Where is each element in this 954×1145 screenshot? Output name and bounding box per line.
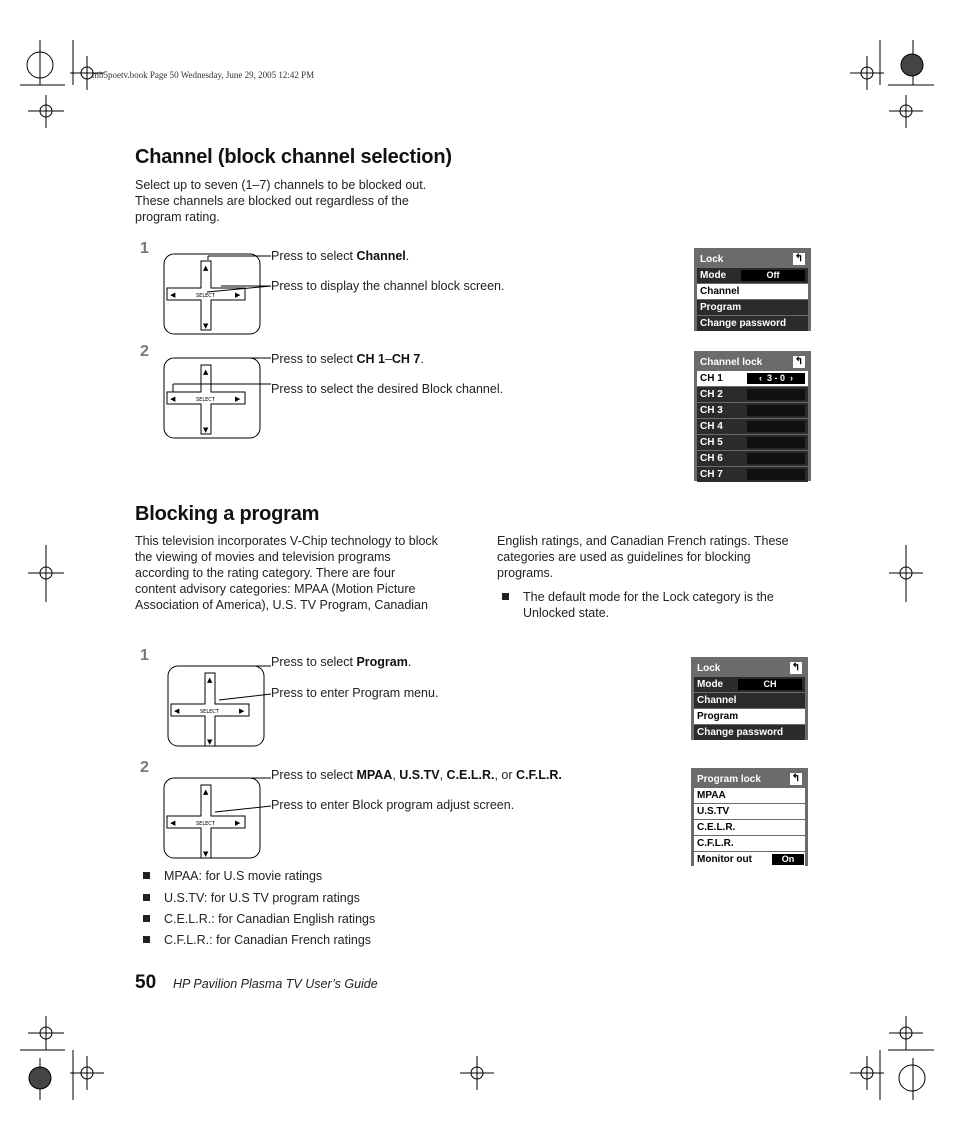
left-arrow-icon: ◀: [170, 291, 176, 299]
bullet-square-icon: [143, 872, 150, 879]
menu-title: Lock ↰: [697, 252, 808, 267]
left-arrow-icon: ◀: [170, 395, 176, 403]
menu-title: Lock ↰: [694, 661, 805, 676]
menu-item-mode[interactable]: Mode CH: [694, 677, 805, 692]
menu-item-ch4[interactable]: CH 4: [697, 419, 808, 434]
mode-value: Off: [741, 270, 805, 281]
menu-title: Channel lock ↰: [697, 355, 808, 370]
select-button-label: SELECT: [196, 821, 215, 827]
menu-item-ch7[interactable]: CH 7: [697, 467, 808, 482]
left-arrow-icon: ◀: [170, 819, 176, 827]
instruction-line: Press to enter Program menu.: [271, 686, 439, 700]
menu-item-ch2[interactable]: CH 2: [697, 387, 808, 402]
instruction-line: Press to enter Block program adjust screen.: [271, 798, 515, 812]
rating-bullet: U.S.TV: for U.S TV program ratings: [143, 890, 360, 906]
step-number: 1: [140, 647, 149, 664]
ch-value-box: [747, 453, 805, 464]
instruction-line: Press to select the desired Block channel.: [271, 382, 504, 396]
right-arrow-icon: ▶: [235, 395, 241, 403]
return-icon: ↰: [791, 773, 801, 784]
intro-line: program rating.: [135, 210, 220, 224]
menu-item-celr[interactable]: C.E.L.R.: [694, 820, 805, 835]
up-arrow-icon: ▲: [203, 368, 209, 376]
bullet-square-icon: [143, 894, 150, 901]
osd-channel-lock-menu: [694, 351, 811, 481]
para-line: categories are used as guidelines for blocking: [497, 550, 751, 564]
rating-bullet: MPAA: for U.S movie ratings: [143, 868, 322, 884]
menu-item-ch1[interactable]: CH 1 ‹ 3 - 0 ›: [697, 371, 808, 386]
footer-title: HP Pavilion Plasma TV User’s Guide: [173, 977, 378, 991]
step-number: 2: [140, 759, 149, 776]
section2-col2: [497, 533, 789, 581]
bullet-square-icon: [143, 936, 150, 943]
menu-item-channel[interactable]: Channel: [697, 284, 808, 299]
para-line: the viewing of movies and television programs: [135, 550, 391, 564]
osd-program-lock-menu: [691, 768, 808, 866]
ch-value-box: [747, 437, 805, 448]
para-line: programs.: [497, 566, 554, 580]
ch-value-box: [747, 389, 805, 400]
return-icon: ↰: [791, 662, 801, 673]
para-line: content advisory categories: MPAA (Motion Picture: [135, 582, 416, 596]
bullet-square-icon: [143, 915, 150, 922]
select-button-label: SELECT: [196, 293, 215, 299]
select-button-label: SELECT: [196, 397, 215, 403]
up-arrow-icon: ▲: [207, 676, 213, 684]
section2-col1: [135, 533, 438, 613]
default-mode-note: The default mode for the Lock category is the Unlocked state.: [502, 589, 774, 621]
bullet-square-icon: [502, 593, 509, 600]
menu-item-monitor-out[interactable]: Monitor out On: [694, 852, 805, 867]
instruction-line: Press to select CH 1–CH 7.: [271, 352, 424, 366]
ch-value-box: [747, 421, 805, 432]
menu-item-channel[interactable]: Channel: [694, 693, 805, 708]
menu-item-program[interactable]: Program: [694, 709, 805, 724]
osd-lock-menu-ch: [691, 657, 808, 740]
para-line: Association of America), U.S. TV Program, Canadian: [135, 598, 428, 612]
mode-value: CH: [738, 679, 802, 690]
rating-bullet: C.F.L.R.: for Canadian French ratings: [143, 932, 371, 948]
down-arrow-icon: ▼: [203, 850, 209, 858]
return-icon: ↰: [794, 253, 804, 264]
right-arrow-icon: ▶: [239, 707, 245, 715]
right-arrow-icon: ▶: [235, 819, 241, 827]
up-arrow-icon: ▲: [203, 788, 209, 796]
rating-bullet: C.E.L.R.: for Canadian English ratings: [143, 911, 375, 927]
menu-item-ch5[interactable]: CH 5: [697, 435, 808, 450]
section-title-channel: Channel (block channel selection): [135, 146, 452, 168]
right-arrow-icon: ▶: [235, 291, 241, 299]
osd-lock-menu: [694, 248, 811, 331]
left-arrow-icon: ◀: [174, 707, 180, 715]
intro-line: Select up to seven (1–7) channels to be blocked out.: [135, 178, 427, 192]
down-arrow-icon: ▼: [203, 426, 209, 434]
instruction-line: Press to select MPAA, U.S.TV, C.E.L.R., or C.F.L.R.: [271, 768, 562, 782]
menu-item-change-password[interactable]: Change password: [694, 725, 805, 740]
section1-intro: [135, 177, 426, 225]
remote-dpad-diagram: [163, 772, 313, 862]
menu-item-ustv[interactable]: U.S.TV: [694, 804, 805, 819]
ch-value-box: [747, 469, 805, 480]
remote-dpad-diagram: [163, 352, 313, 442]
step-number: 2: [140, 343, 149, 360]
para-line: English ratings, and Canadian French ratings. These: [497, 534, 789, 548]
instruction-line: Press to select Program.: [271, 655, 412, 669]
menu-item-mode[interactable]: Mode Off: [697, 268, 808, 283]
menu-item-mpaa[interactable]: MPAA: [694, 788, 805, 803]
select-button-label: SELECT: [200, 709, 219, 715]
instruction-line: Press to select Channel.: [271, 249, 410, 263]
down-arrow-icon: ▼: [207, 738, 213, 746]
para-line: according to the rating category. There are four: [135, 566, 396, 580]
return-icon: ↰: [794, 356, 804, 367]
page-number: 50: [135, 972, 157, 993]
menu-item-ch3[interactable]: CH 3: [697, 403, 808, 418]
down-arrow-icon: ▼: [203, 322, 209, 330]
callout-lines: [163, 248, 283, 298]
section-title-blocking: Blocking a program: [135, 503, 320, 525]
para-line: This television incorporates V-Chip technology to block: [135, 534, 438, 548]
monitor-out-value: On: [772, 854, 804, 865]
remote-dpad-diagram: [167, 660, 317, 750]
ch1-value: ‹ 3 - 0 ›: [747, 373, 805, 384]
menu-item-program[interactable]: Program: [697, 300, 808, 315]
step-number: 1: [140, 240, 149, 257]
ch-value-box: [747, 405, 805, 416]
note-line: Unlocked state.: [523, 606, 610, 620]
menu-item-ch6[interactable]: CH 6: [697, 451, 808, 466]
up-arrow-icon: ▲: [203, 264, 209, 272]
menu-item-change-password[interactable]: Change password: [697, 316, 808, 331]
intro-line: These channels are blocked out regardless of the: [135, 194, 409, 208]
menu-title: Program lock ↰: [694, 772, 805, 787]
instruction-line: Press to display the channel block screen.: [271, 279, 505, 293]
menu-item-cflr[interactable]: C.F.L.R.: [694, 836, 805, 851]
book-file-info: mb5poetv.book Page 50 Wednesday, June 29, 2005 12:42 PM: [92, 70, 315, 80]
